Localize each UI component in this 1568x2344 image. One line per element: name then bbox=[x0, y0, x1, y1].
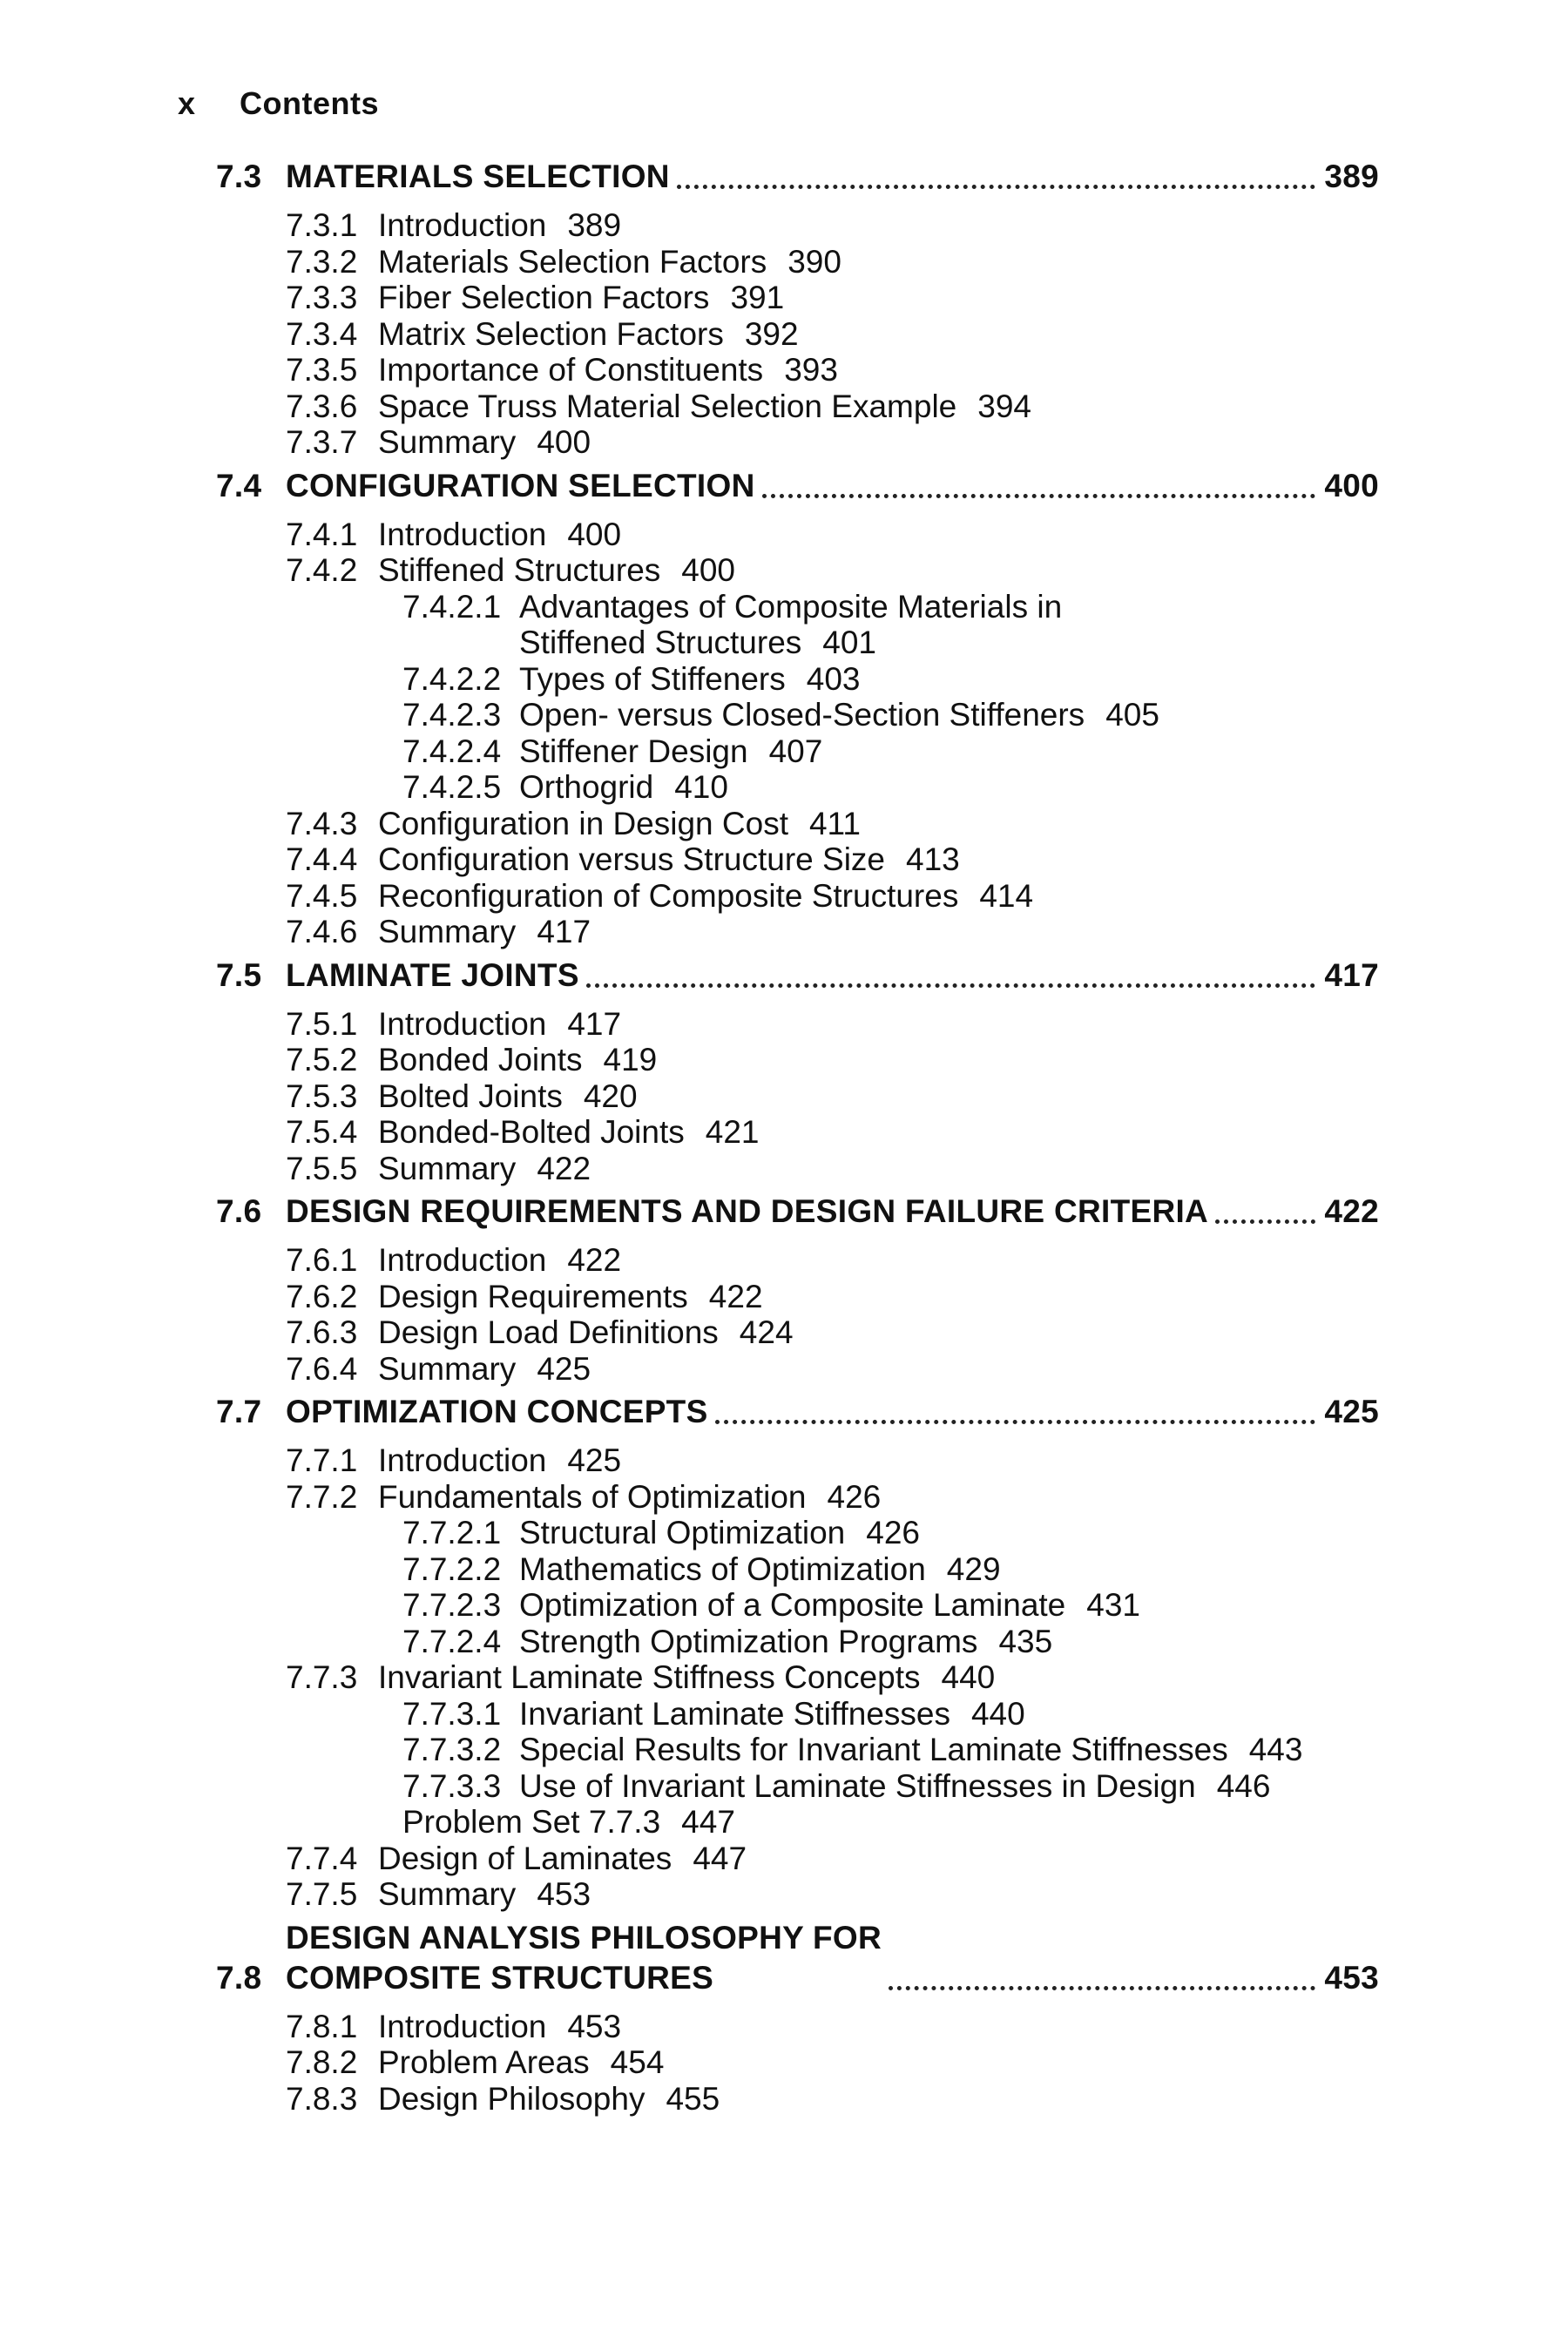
entry-number: 7.4.2.1 bbox=[402, 588, 502, 625]
entry-page-number: 440 bbox=[941, 1659, 996, 1695]
dot-leader bbox=[1215, 1219, 1315, 1224]
toc-entry[interactable] bbox=[216, 1042, 1379, 1078]
entry-title: Open- versus Closed-Section Stiffeners bbox=[519, 697, 1085, 733]
entry-page-number: 403 bbox=[806, 660, 861, 697]
entry-page-number: 419 bbox=[603, 1042, 658, 1077]
entry-title: Introduction bbox=[378, 207, 547, 243]
dot-leader bbox=[715, 1420, 1316, 1424]
entry-title: Bolted Joints bbox=[378, 1077, 563, 1114]
section-title: OPTIMIZATION CONCEPTS bbox=[286, 1394, 708, 1429]
entry-number: 7.3.6 bbox=[286, 388, 358, 424]
entry-title: Design Requirements bbox=[378, 1278, 688, 1314]
toc-entry[interactable] bbox=[216, 1351, 1379, 1388]
entry-number: 7.7.3 bbox=[286, 1659, 358, 1695]
entry-number: 7.4.3 bbox=[286, 805, 358, 841]
entry-title: Structural Optimization bbox=[519, 1515, 846, 1550]
entry-page-number: 443 bbox=[1248, 1732, 1303, 1767]
toc-entry[interactable] bbox=[216, 552, 1379, 589]
toc-entry[interactable] bbox=[216, 914, 1379, 950]
toc-entry[interactable] bbox=[216, 1279, 1379, 1315]
dot-leader bbox=[677, 185, 1316, 189]
entry-title: Reconfiguration of Composite Structures bbox=[378, 877, 959, 914]
entry-number: 7.6.1 bbox=[286, 1242, 358, 1278]
entry-page-number: 391 bbox=[730, 280, 785, 315]
toc-section bbox=[216, 466, 1379, 950]
entry-page-number: 414 bbox=[979, 877, 1034, 914]
section-title: CONFIGURATION SELECTION bbox=[286, 467, 755, 503]
entry-page-number: 422 bbox=[567, 1242, 622, 1278]
entry-page-number: 421 bbox=[705, 1114, 760, 1150]
section-number: 7.3 bbox=[216, 159, 262, 194]
toc-entry[interactable] bbox=[216, 841, 1379, 878]
section-heading[interactable] bbox=[216, 1392, 1379, 1432]
toc-entry[interactable] bbox=[216, 1696, 1379, 1733]
toc-entry[interactable] bbox=[216, 1732, 1379, 1768]
section-heading[interactable] bbox=[216, 466, 1379, 506]
page-number-roman: x bbox=[178, 85, 196, 121]
entry-page-number: 425 bbox=[567, 1442, 622, 1478]
toc-entry[interactable] bbox=[216, 1876, 1379, 1913]
entry-number: 7.4.1 bbox=[286, 516, 358, 552]
toc-entry[interactable] bbox=[216, 1804, 1379, 1841]
entry-title: Design of Laminates bbox=[378, 1840, 672, 1876]
entry-page-number: 400 bbox=[681, 552, 736, 588]
entry-page-number: 446 bbox=[1216, 1767, 1271, 1804]
entry-title: Optimization of a Composite Laminate bbox=[519, 1587, 1066, 1623]
entry-number: 7.4.2.4 bbox=[402, 733, 502, 769]
entry-title: Space Truss Material Selection Example bbox=[378, 388, 957, 424]
entry-title: Summary bbox=[378, 1876, 517, 1912]
section-title: DESIGN REQUIREMENTS AND DESIGN FAILURE CRITERIA bbox=[286, 1193, 1209, 1229]
entry-number: 7.7.2.3 bbox=[402, 1587, 502, 1623]
toc-entry[interactable] bbox=[216, 733, 1379, 770]
toc-entry[interactable] bbox=[216, 769, 1379, 806]
section-page-number: 425 bbox=[1324, 1394, 1379, 1429]
toc-section bbox=[216, 1392, 1379, 1913]
toc-entry[interactable] bbox=[216, 244, 1379, 280]
entry-number: 7.7.3.3 bbox=[402, 1767, 502, 1804]
entry-number: 7.6.4 bbox=[286, 1350, 358, 1387]
toc-entry[interactable] bbox=[216, 424, 1379, 461]
toc-entry[interactable] bbox=[216, 2009, 1379, 2045]
section-number: 7.6 bbox=[216, 1193, 262, 1229]
running-header bbox=[178, 85, 379, 122]
entry-page-number: 447 bbox=[681, 1804, 735, 1840]
entry-page-number: 426 bbox=[827, 1478, 882, 1515]
entry-title: Bonded-Bolted Joints bbox=[378, 1114, 685, 1150]
entry-number: 7.5.4 bbox=[286, 1114, 358, 1150]
entry-number: 7.7.2.2 bbox=[402, 1550, 502, 1587]
entry-page-number: 422 bbox=[708, 1278, 763, 1314]
entry-page-number: 426 bbox=[866, 1515, 920, 1550]
entry-title: Introduction bbox=[378, 516, 547, 552]
entry-title: Matrix Selection Factors bbox=[378, 315, 724, 352]
entry-title: Stiffened Structures bbox=[519, 625, 802, 660]
entry-page-number: 431 bbox=[1086, 1587, 1140, 1623]
entry-page-number: 393 bbox=[784, 352, 838, 388]
toc-entry[interactable] bbox=[216, 2081, 1379, 2118]
entry-title: Introduction bbox=[378, 2008, 547, 2044]
entry-number: 7.4.2 bbox=[286, 552, 358, 588]
toc-section bbox=[216, 956, 1379, 1187]
section-page-number: 453 bbox=[1324, 1959, 1379, 1996]
section-number: 7.4 bbox=[216, 467, 262, 503]
entry-title: Introduction bbox=[378, 1005, 547, 1042]
entry-number: 7.7.4 bbox=[286, 1840, 358, 1876]
section-heading[interactable] bbox=[216, 1918, 1379, 1998]
section-heading[interactable] bbox=[216, 1192, 1379, 1232]
section-title: COMPOSITE STRUCTURES bbox=[286, 1959, 714, 1996]
toc-entry[interactable] bbox=[216, 1114, 1379, 1151]
entry-number: 7.5.3 bbox=[286, 1077, 358, 1114]
entry-title: Advantages of Composite Materials in bbox=[519, 588, 1063, 625]
entry-page-number: 429 bbox=[946, 1550, 1001, 1587]
toc-entry[interactable] bbox=[216, 661, 1379, 698]
entry-page-number: 405 bbox=[1105, 697, 1159, 733]
entry-title: Mathematics of Optimization bbox=[519, 1550, 926, 1587]
toc-entry[interactable] bbox=[216, 1442, 1379, 1479]
entry-page-number: 417 bbox=[567, 1005, 622, 1042]
entry-page-number: 411 bbox=[808, 805, 861, 841]
entry-number: 7.7.3.1 bbox=[402, 1695, 502, 1732]
entry-title: Importance of Constituents bbox=[378, 352, 764, 388]
entry-page-number: 422 bbox=[537, 1150, 591, 1186]
toc-entry[interactable] bbox=[216, 388, 1379, 425]
toc-entry[interactable] bbox=[216, 1078, 1379, 1115]
toc-entry[interactable] bbox=[216, 280, 1379, 316]
entry-page-number: 413 bbox=[906, 841, 960, 877]
entry-page-number: 390 bbox=[787, 243, 841, 280]
entry-page-number: 453 bbox=[537, 1876, 591, 1912]
entry-page-number: 455 bbox=[666, 2080, 720, 2117]
toc-entry[interactable] bbox=[216, 1551, 1379, 1588]
entry-number: 7.7.3.2 bbox=[402, 1732, 502, 1767]
entry-title: Configuration versus Structure Size bbox=[378, 841, 885, 877]
toc-entry[interactable] bbox=[216, 589, 1379, 625]
entry-page-number: 454 bbox=[610, 2044, 665, 2080]
entry-title: Materials Selection Factors bbox=[378, 243, 767, 280]
toc-entry[interactable] bbox=[216, 1479, 1379, 1516]
toc-entry[interactable] bbox=[216, 1768, 1379, 1805]
entry-number: 7.7.2.1 bbox=[402, 1515, 502, 1550]
toc-entry[interactable] bbox=[216, 1515, 1379, 1551]
entry-number: 7.7.2.4 bbox=[402, 1623, 502, 1659]
entry-title: Design Philosophy bbox=[378, 2080, 645, 2117]
toc-entry[interactable] bbox=[216, 1841, 1379, 1877]
section-number: 7.7 bbox=[216, 1394, 262, 1429]
toc-entry[interactable] bbox=[216, 1006, 1379, 1043]
entry-title: Summary bbox=[378, 1350, 517, 1387]
entry-title: Invariant Laminate Stiffness Concepts bbox=[378, 1659, 921, 1695]
entry-page-number: 400 bbox=[537, 424, 591, 460]
entry-page-number: 435 bbox=[998, 1623, 1053, 1659]
entry-number: 7.5.2 bbox=[286, 1042, 358, 1077]
toc-entry[interactable] bbox=[216, 2044, 1379, 2081]
toc-entry[interactable] bbox=[216, 1242, 1379, 1279]
entry-number: 7.4.2.5 bbox=[402, 769, 502, 805]
toc-entry[interactable] bbox=[216, 1587, 1379, 1624]
entry-title: Introduction bbox=[378, 1442, 547, 1478]
entry-number: 7.3.2 bbox=[286, 243, 358, 280]
entry-title: Summary bbox=[378, 914, 517, 949]
toc-entry[interactable] bbox=[216, 1659, 1379, 1696]
entry-page-number: 417 bbox=[537, 914, 591, 949]
section-page-number: 389 bbox=[1324, 159, 1379, 194]
entry-title: Summary bbox=[378, 1150, 517, 1186]
entry-page-number: 401 bbox=[822, 625, 877, 660]
entry-title: Strength Optimization Programs bbox=[519, 1623, 978, 1659]
entry-title: Special Results for Invariant Laminate Stiffnesses bbox=[519, 1732, 1228, 1767]
entry-title: Problem Areas bbox=[378, 2044, 590, 2080]
entry-title: Fiber Selection Factors bbox=[378, 280, 710, 315]
entry-number: 7.5.5 bbox=[286, 1150, 358, 1186]
toc-entry[interactable] bbox=[216, 625, 1379, 661]
toc-entry[interactable] bbox=[216, 878, 1379, 915]
entry-title: Bonded Joints bbox=[378, 1042, 583, 1077]
dot-leader bbox=[762, 494, 1316, 498]
entry-title: Orthogrid bbox=[519, 769, 654, 805]
entry-page-number: 424 bbox=[739, 1314, 794, 1350]
entry-title: Summary bbox=[378, 424, 517, 460]
entry-page-number: 447 bbox=[693, 1840, 747, 1876]
entry-number: 7.4.5 bbox=[286, 877, 358, 914]
toc-entry[interactable] bbox=[216, 1151, 1379, 1187]
toc-section bbox=[216, 1192, 1379, 1387]
entry-title: Stiffened Structures bbox=[378, 552, 661, 588]
toc-entry[interactable] bbox=[216, 1314, 1379, 1351]
toc-entry[interactable] bbox=[216, 806, 1379, 842]
entry-number: 7.3.4 bbox=[286, 315, 358, 352]
entry-page-number: 394 bbox=[977, 388, 1031, 424]
entry-number: 7.7.2 bbox=[286, 1478, 358, 1515]
section-heading[interactable] bbox=[216, 956, 1379, 996]
entry-page-number: 407 bbox=[768, 733, 823, 769]
entry-page-number: 425 bbox=[537, 1350, 591, 1387]
section-page-number: 422 bbox=[1324, 1193, 1379, 1229]
entry-number: 7.8.2 bbox=[286, 2044, 358, 2080]
entry-title: Problem Set 7.7.3 bbox=[402, 1804, 661, 1840]
entry-title: Fundamentals of Optimization bbox=[378, 1478, 807, 1515]
entry-title: Types of Stiffeners bbox=[519, 660, 786, 697]
entry-title: Invariant Laminate Stiffnesses bbox=[519, 1695, 950, 1732]
entry-title: Use of Invariant Laminate Stiffnesses in Design bbox=[519, 1767, 1196, 1804]
entry-title: Introduction bbox=[378, 1242, 547, 1278]
entry-number: 7.6.3 bbox=[286, 1314, 358, 1350]
toc-entry[interactable] bbox=[216, 352, 1379, 388]
toc-entry[interactable] bbox=[216, 316, 1379, 353]
dot-leader bbox=[889, 1986, 1315, 1990]
entry-page-number: 420 bbox=[583, 1077, 638, 1114]
entry-number: 7.4.6 bbox=[286, 914, 358, 949]
section-heading[interactable] bbox=[216, 157, 1379, 197]
section-number: 7.8 bbox=[216, 1959, 262, 1996]
toc-entry[interactable] bbox=[216, 207, 1379, 244]
entry-number: 7.8.1 bbox=[286, 2008, 358, 2044]
table-of-contents bbox=[216, 157, 1379, 2122]
entry-number: 7.7.1 bbox=[286, 1442, 358, 1478]
entry-title: Stiffener Design bbox=[519, 733, 748, 769]
entry-title: Design Load Definitions bbox=[378, 1314, 719, 1350]
entry-page-number: 389 bbox=[567, 207, 622, 243]
section-title: MATERIALS SELECTION bbox=[286, 159, 670, 194]
section-number: 7.5 bbox=[216, 956, 262, 993]
entry-number: 7.3.7 bbox=[286, 424, 358, 460]
toc-entry[interactable] bbox=[216, 697, 1379, 733]
entry-page-number: 453 bbox=[567, 2008, 622, 2044]
section-title: LAMINATE JOINTS bbox=[286, 956, 579, 993]
entry-number: 7.4.2.3 bbox=[402, 697, 502, 733]
entry-number: 7.3.1 bbox=[286, 207, 358, 243]
section-title: DESIGN ANALYSIS PHILOSOPHY FOR bbox=[286, 1919, 882, 1956]
entry-number: 7.3.3 bbox=[286, 280, 358, 315]
entry-page-number: 400 bbox=[567, 516, 622, 552]
entry-page-number: 440 bbox=[970, 1695, 1025, 1732]
toc-entry[interactable] bbox=[216, 1624, 1379, 1660]
entry-number: 7.7.5 bbox=[286, 1876, 358, 1912]
toc-section bbox=[216, 157, 1379, 461]
entry-number: 7.8.3 bbox=[286, 2080, 358, 2117]
section-page-number: 400 bbox=[1324, 467, 1379, 503]
entry-number: 7.4.2.2 bbox=[402, 660, 502, 697]
section-page-number: 417 bbox=[1324, 956, 1379, 993]
entry-page-number: 392 bbox=[744, 315, 799, 352]
entry-number: 7.3.5 bbox=[286, 352, 358, 388]
entry-number: 7.5.1 bbox=[286, 1005, 358, 1042]
entry-title: Configuration in Design Cost bbox=[378, 805, 788, 841]
entry-page-number: 410 bbox=[674, 769, 728, 805]
toc-entry[interactable] bbox=[216, 517, 1379, 553]
dot-leader bbox=[586, 983, 1316, 988]
toc-section bbox=[216, 1918, 1379, 2118]
entry-number: 7.6.2 bbox=[286, 1278, 358, 1314]
header-title: Contents bbox=[240, 85, 380, 121]
entry-number: 7.4.4 bbox=[286, 841, 358, 877]
